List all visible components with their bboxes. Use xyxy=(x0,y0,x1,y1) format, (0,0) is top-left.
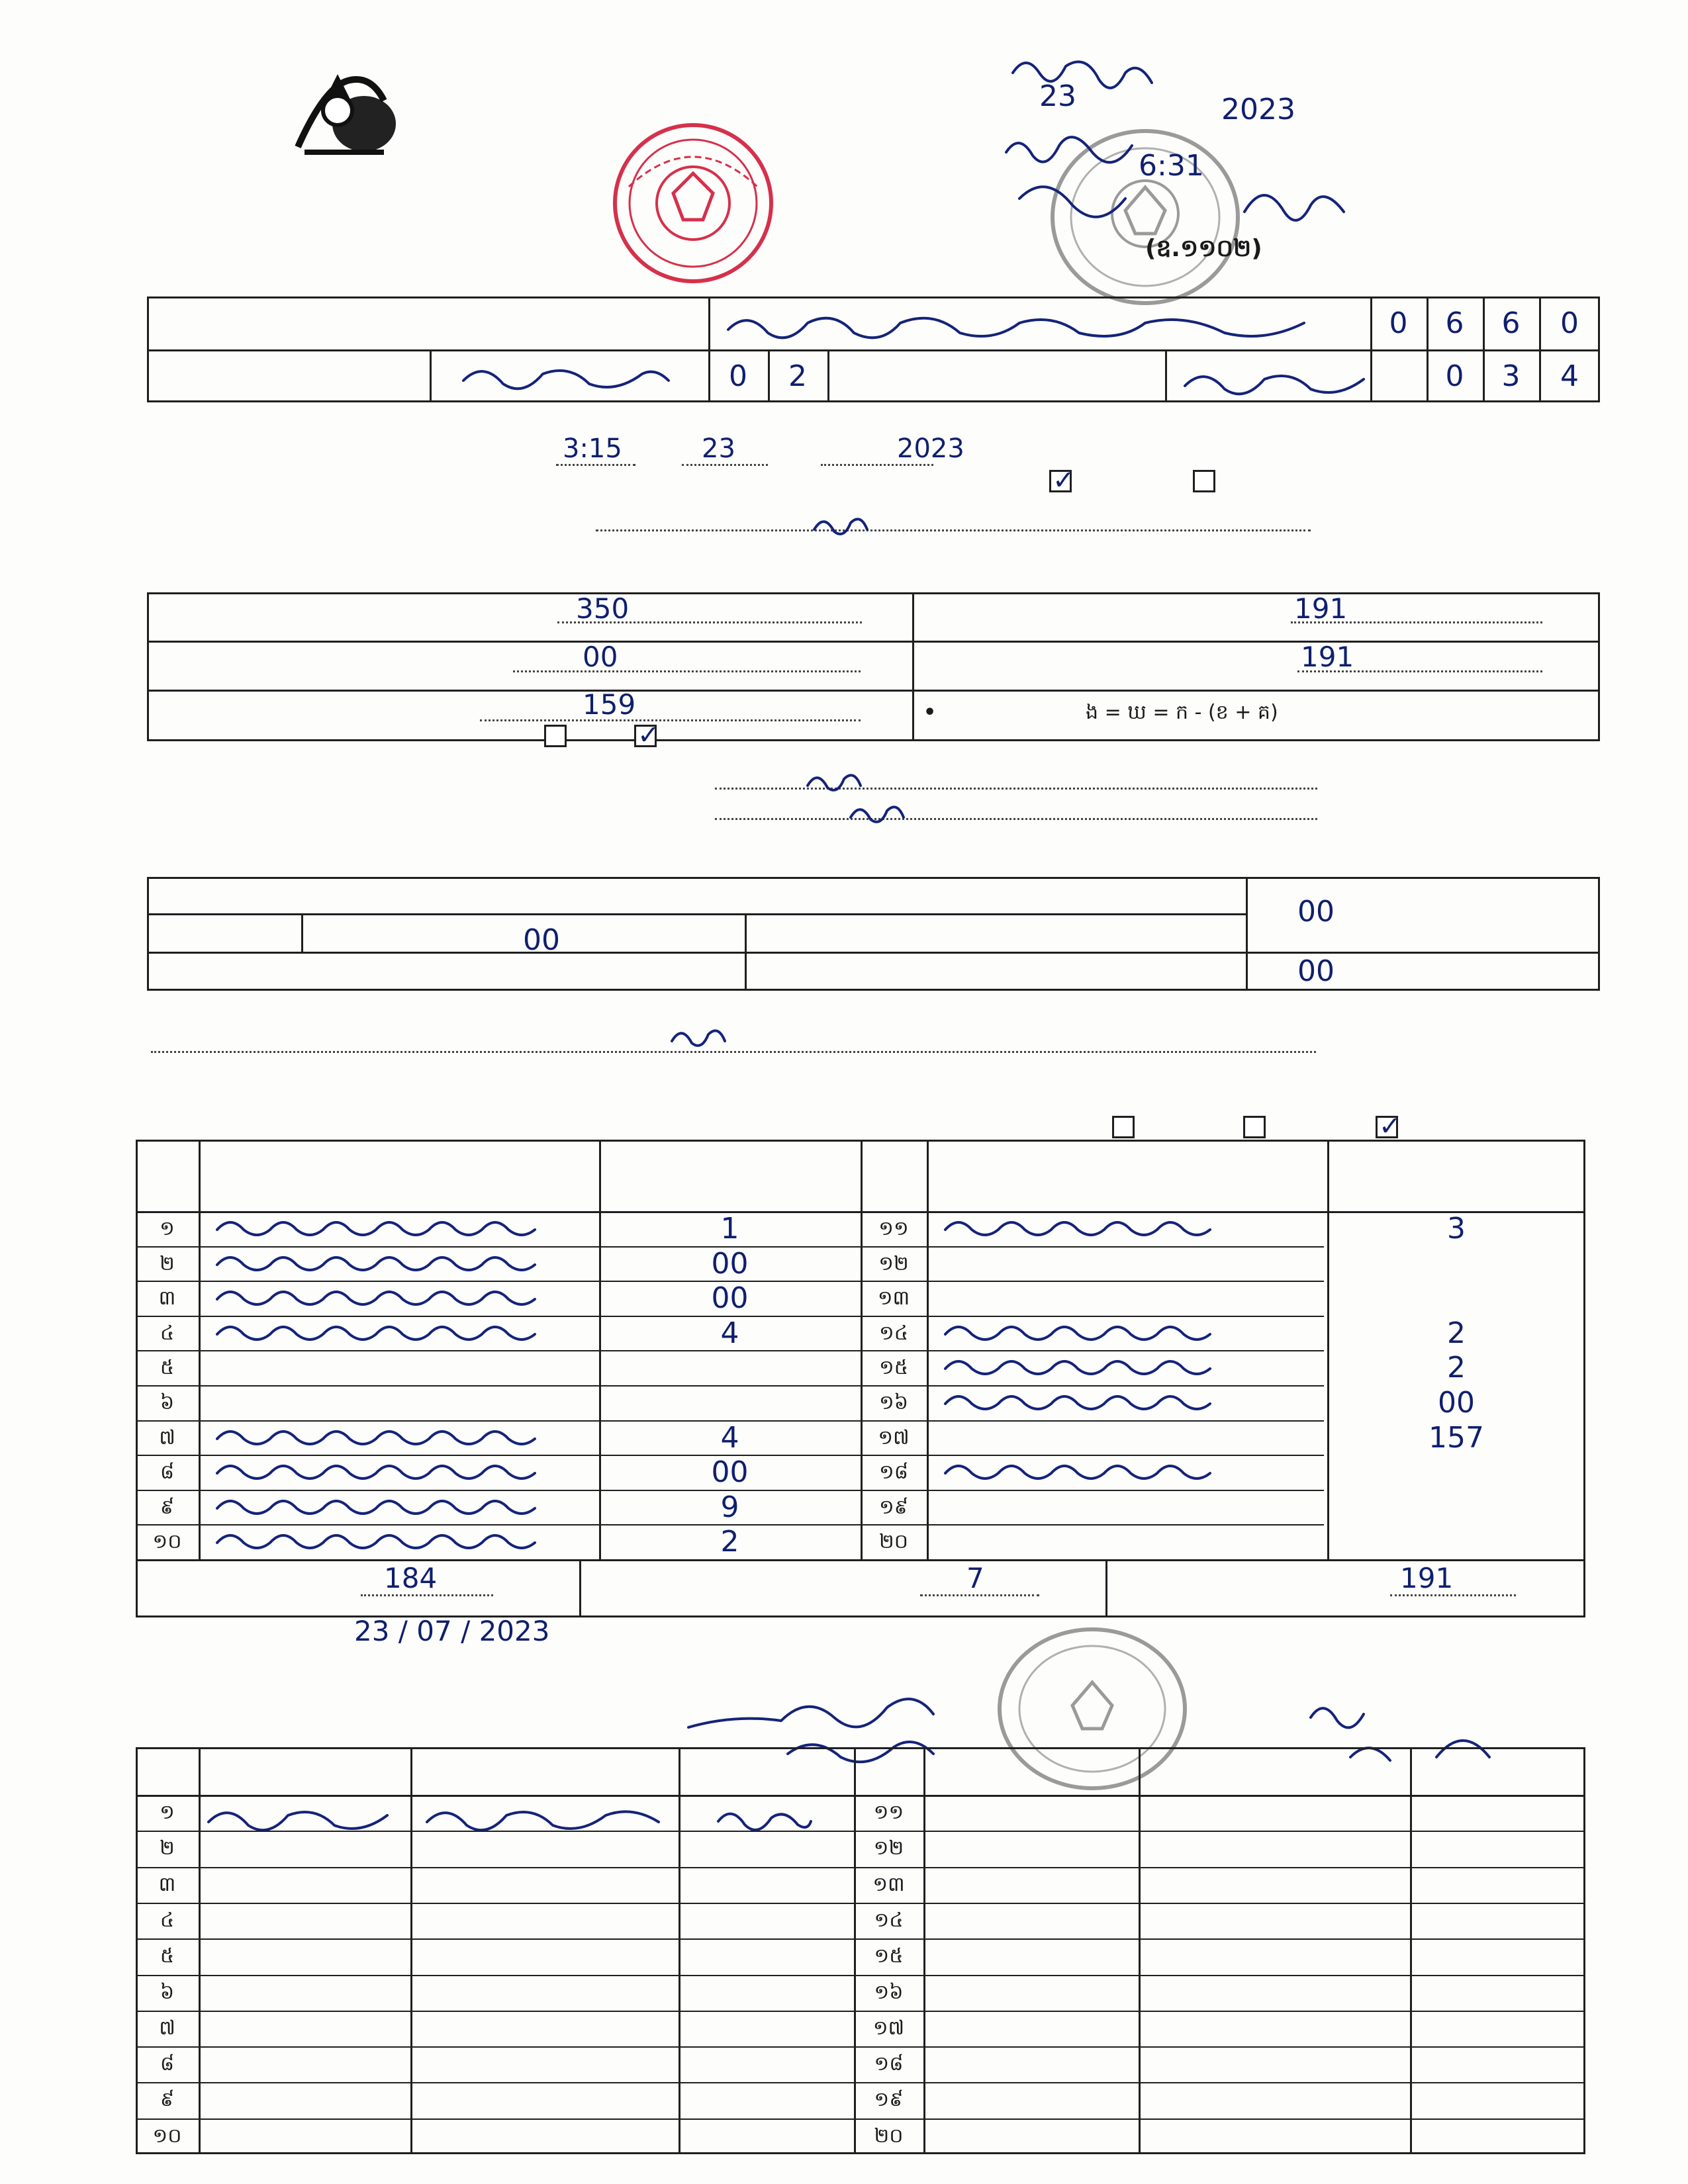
party-votes-value xyxy=(1327,1455,1585,1490)
total-invalid-value: 7 xyxy=(966,1562,984,1594)
party-votes-value xyxy=(1327,1281,1585,1316)
party-votes-value: 00 xyxy=(711,1247,749,1281)
handwritten-none-mark xyxy=(804,769,864,796)
handwritten-party-name xyxy=(212,1316,543,1349)
province-code-digit: 0 xyxy=(729,359,747,393)
party-votes-value xyxy=(1327,1246,1585,1281)
party-row-number: ១៧ xyxy=(878,1426,910,1449)
form-code: (ឧ.១១០២) xyxy=(1145,235,1262,262)
section-4-heading xyxy=(151,1068,1177,1097)
station-code-digit: 6 xyxy=(1445,306,1464,340)
party-row-number: ៥ xyxy=(160,1355,175,1379)
col-header-no-right xyxy=(861,1140,927,1211)
count-row-d-value: 191 xyxy=(1294,592,1348,625)
party-votes-value xyxy=(599,1385,861,1420)
handwritten-station-name xyxy=(722,303,1357,349)
commune-code-digit: 3 xyxy=(1501,359,1521,393)
count-row-b-value: 00 xyxy=(583,641,618,673)
col-header-party-right xyxy=(927,1140,1327,1211)
party-row-number: ៩ xyxy=(160,1495,175,1519)
handwritten-party-name xyxy=(212,1455,543,1488)
handwritten-commune-name xyxy=(1178,363,1377,402)
party-votes-value xyxy=(1327,1490,1585,1525)
checkbox-difference-yes[interactable] xyxy=(544,725,567,747)
party-votes-value: 2 xyxy=(1447,1316,1466,1350)
province-code-digit: 2 xyxy=(788,359,807,393)
party-votes-value: 3 xyxy=(1447,1212,1466,1246)
party-row-number: ៦ xyxy=(160,1390,175,1414)
handwritten-agent-name xyxy=(202,1799,400,1839)
party-row-number: ២០ xyxy=(879,1529,908,1553)
handwritten-agent-signature xyxy=(712,1801,818,1841)
agent-col-party-right xyxy=(1139,1747,1410,1795)
agent-row-number: ១៦ xyxy=(874,1981,904,2005)
agent-col-name-left xyxy=(199,1747,410,1795)
section-2-heading xyxy=(151,407,1197,436)
agent-col-sign-left xyxy=(679,1747,854,1795)
col-header-votes-left xyxy=(599,1140,861,1211)
checkbox-two-ballots[interactable] xyxy=(1243,1116,1266,1138)
agent-col-no-left xyxy=(136,1747,199,1795)
handwritten-receipt-note xyxy=(1000,46,1397,245)
party-row-number: ៣ xyxy=(158,1286,176,1310)
formula-text: ង = ឃ = ក - (ខ + គ) xyxy=(1086,701,1278,724)
agent-row-number: ២ xyxy=(160,1837,175,1860)
party-votes-value: 1 xyxy=(720,1212,739,1246)
agent-row-number: ៣ xyxy=(158,1873,176,1897)
party-votes-value: 2 xyxy=(720,1525,739,1559)
complaint-row-3-value: 00 xyxy=(1297,954,1335,988)
station-code-digit: 0 xyxy=(1560,306,1579,340)
agent-col-no-right xyxy=(854,1747,923,1795)
national-emblem-logo xyxy=(285,61,397,160)
handwritten-party-name xyxy=(212,1524,543,1557)
agent-row-number: ៩ xyxy=(160,2088,175,2112)
agent-row-number: ១៨ xyxy=(874,2052,904,2076)
party-row-number: ១៨ xyxy=(879,1460,908,1484)
agent-row-number: ២០ xyxy=(874,2124,904,2148)
party-row-number: ១៩ xyxy=(879,1495,908,1519)
party-row-number: ១៦ xyxy=(879,1390,908,1414)
agent-row-number: ១០ xyxy=(152,2124,182,2148)
section-1-heading xyxy=(151,268,786,296)
party-votes-value: 4 xyxy=(720,1421,739,1455)
party-row-number: ១១ xyxy=(878,1216,909,1240)
complaint-row-1-value: 00 xyxy=(1297,895,1335,929)
checkbox-seal-broken[interactable] xyxy=(1193,470,1215,492)
party-row-number: ១៤ xyxy=(879,1321,908,1345)
party-row-number: ៧ xyxy=(159,1426,175,1449)
handwritten-party-name xyxy=(212,1490,543,1523)
party-votes-value: 9 xyxy=(720,1490,739,1524)
form-title xyxy=(596,233,1145,265)
party-row-number: ១ xyxy=(160,1216,175,1240)
handwritten-none-mark xyxy=(669,1024,728,1051)
handwritten-none-mark xyxy=(847,801,907,827)
handwritten-party-name xyxy=(940,1385,1218,1418)
handwritten-party-name xyxy=(212,1246,543,1279)
checkbox-difference-no[interactable]: ✓ xyxy=(634,725,657,747)
party-votes-value: 00 xyxy=(711,1455,749,1489)
agent-row-number: ១ xyxy=(160,1801,175,1825)
handwritten-party-name xyxy=(940,1455,1218,1488)
agent-col-name-right xyxy=(923,1747,1139,1795)
station-code-digit: 6 xyxy=(1501,306,1521,340)
agent-row-number: ១៣ xyxy=(872,1873,905,1897)
count-row-e-value: 191 xyxy=(1301,641,1354,673)
party-row-number: ១០ xyxy=(152,1529,182,1553)
handwritten-party-name xyxy=(940,1316,1218,1349)
section-3-heading xyxy=(151,848,826,878)
formula-bullet: • xyxy=(923,701,937,724)
party-row-number: ៤ xyxy=(160,1321,175,1345)
party-row-number: ២ xyxy=(160,1251,175,1275)
col-header-no-left xyxy=(136,1140,199,1211)
agent-col-sign-right xyxy=(1410,1747,1585,1795)
party-votes-value: 00 xyxy=(1438,1386,1475,1420)
checkbox-three-ballots[interactable]: ✓ xyxy=(1376,1116,1398,1138)
party-votes-value: 00 xyxy=(711,1281,749,1315)
handwritten-party-name xyxy=(940,1350,1218,1383)
commune-code-digit: 4 xyxy=(1560,359,1579,393)
party-row-number: ១៣ xyxy=(877,1286,910,1310)
handwritten-party-name xyxy=(212,1211,543,1244)
party-votes-value xyxy=(599,1350,861,1385)
count-time-value: 3:15 xyxy=(563,433,622,464)
handwritten-province-name xyxy=(457,357,675,397)
agent-row-number: ១៧ xyxy=(872,2017,905,2040)
handwritten-party-name xyxy=(212,1420,543,1453)
agent-row-number: ៦ xyxy=(160,1981,175,2005)
station-code-digit: 0 xyxy=(1389,306,1408,340)
count-row-a-value: 350 xyxy=(576,592,630,625)
section-5-heading xyxy=(122,1721,546,1750)
party-votes-value: 157 xyxy=(1429,1421,1484,1455)
handwritten-party-name xyxy=(212,1281,543,1314)
agent-row-number: ៧ xyxy=(159,2017,175,2040)
checkbox-one-ballot[interactable] xyxy=(1112,1116,1135,1138)
checkbox-seal-intact[interactable]: ✓ xyxy=(1049,470,1072,492)
total-valid-value: 184 xyxy=(384,1562,438,1594)
party-votes-value: 2 xyxy=(1447,1351,1466,1385)
count-row-c-value: 159 xyxy=(583,688,636,721)
party-votes-value: 4 xyxy=(720,1316,739,1350)
agent-row-number: ៤ xyxy=(160,1909,175,1933)
handwritten-date-day: 23 xyxy=(1039,79,1076,113)
complaints-table xyxy=(147,877,1600,991)
count-day-value: 23 xyxy=(702,433,735,464)
agent-row-number: ១៥ xyxy=(874,1944,904,1968)
party-row-number: ៨ xyxy=(160,1460,175,1484)
handwritten-time: 6:31 xyxy=(1139,149,1204,183)
handwritten-party-name xyxy=(940,1211,1218,1244)
agent-row-number: ១៩ xyxy=(874,2088,904,2112)
agent-row-number: ១៤ xyxy=(874,1909,904,1933)
total-ballots-value: 191 xyxy=(1400,1562,1454,1594)
col-header-votes-right xyxy=(1327,1140,1585,1211)
col-header-party-left xyxy=(199,1140,599,1211)
agent-row-number: ១១ xyxy=(873,1801,904,1825)
complaint-row-2-value: 00 xyxy=(523,923,560,957)
date-value: 23 / 07 / 2023 xyxy=(354,1615,550,1647)
party-votes-value xyxy=(1327,1524,1585,1559)
party-row-number: ១២ xyxy=(878,1251,909,1275)
agent-row-number: ៥ xyxy=(160,1944,175,1968)
handwritten-agent-party xyxy=(420,1799,672,1839)
party-row-number: ១៥ xyxy=(879,1355,908,1379)
handwritten-date-year: 2023 xyxy=(1221,93,1295,126)
issuing-authority xyxy=(151,173,588,203)
commune-code-digit: 0 xyxy=(1445,359,1464,393)
agent-row-number: ៨ xyxy=(160,2052,175,2076)
count-year-value: 2023 xyxy=(897,433,964,464)
handwritten-none-mark xyxy=(811,513,870,539)
agent-col-party-left xyxy=(410,1747,679,1795)
agent-row-number: ១២ xyxy=(873,1837,904,1860)
